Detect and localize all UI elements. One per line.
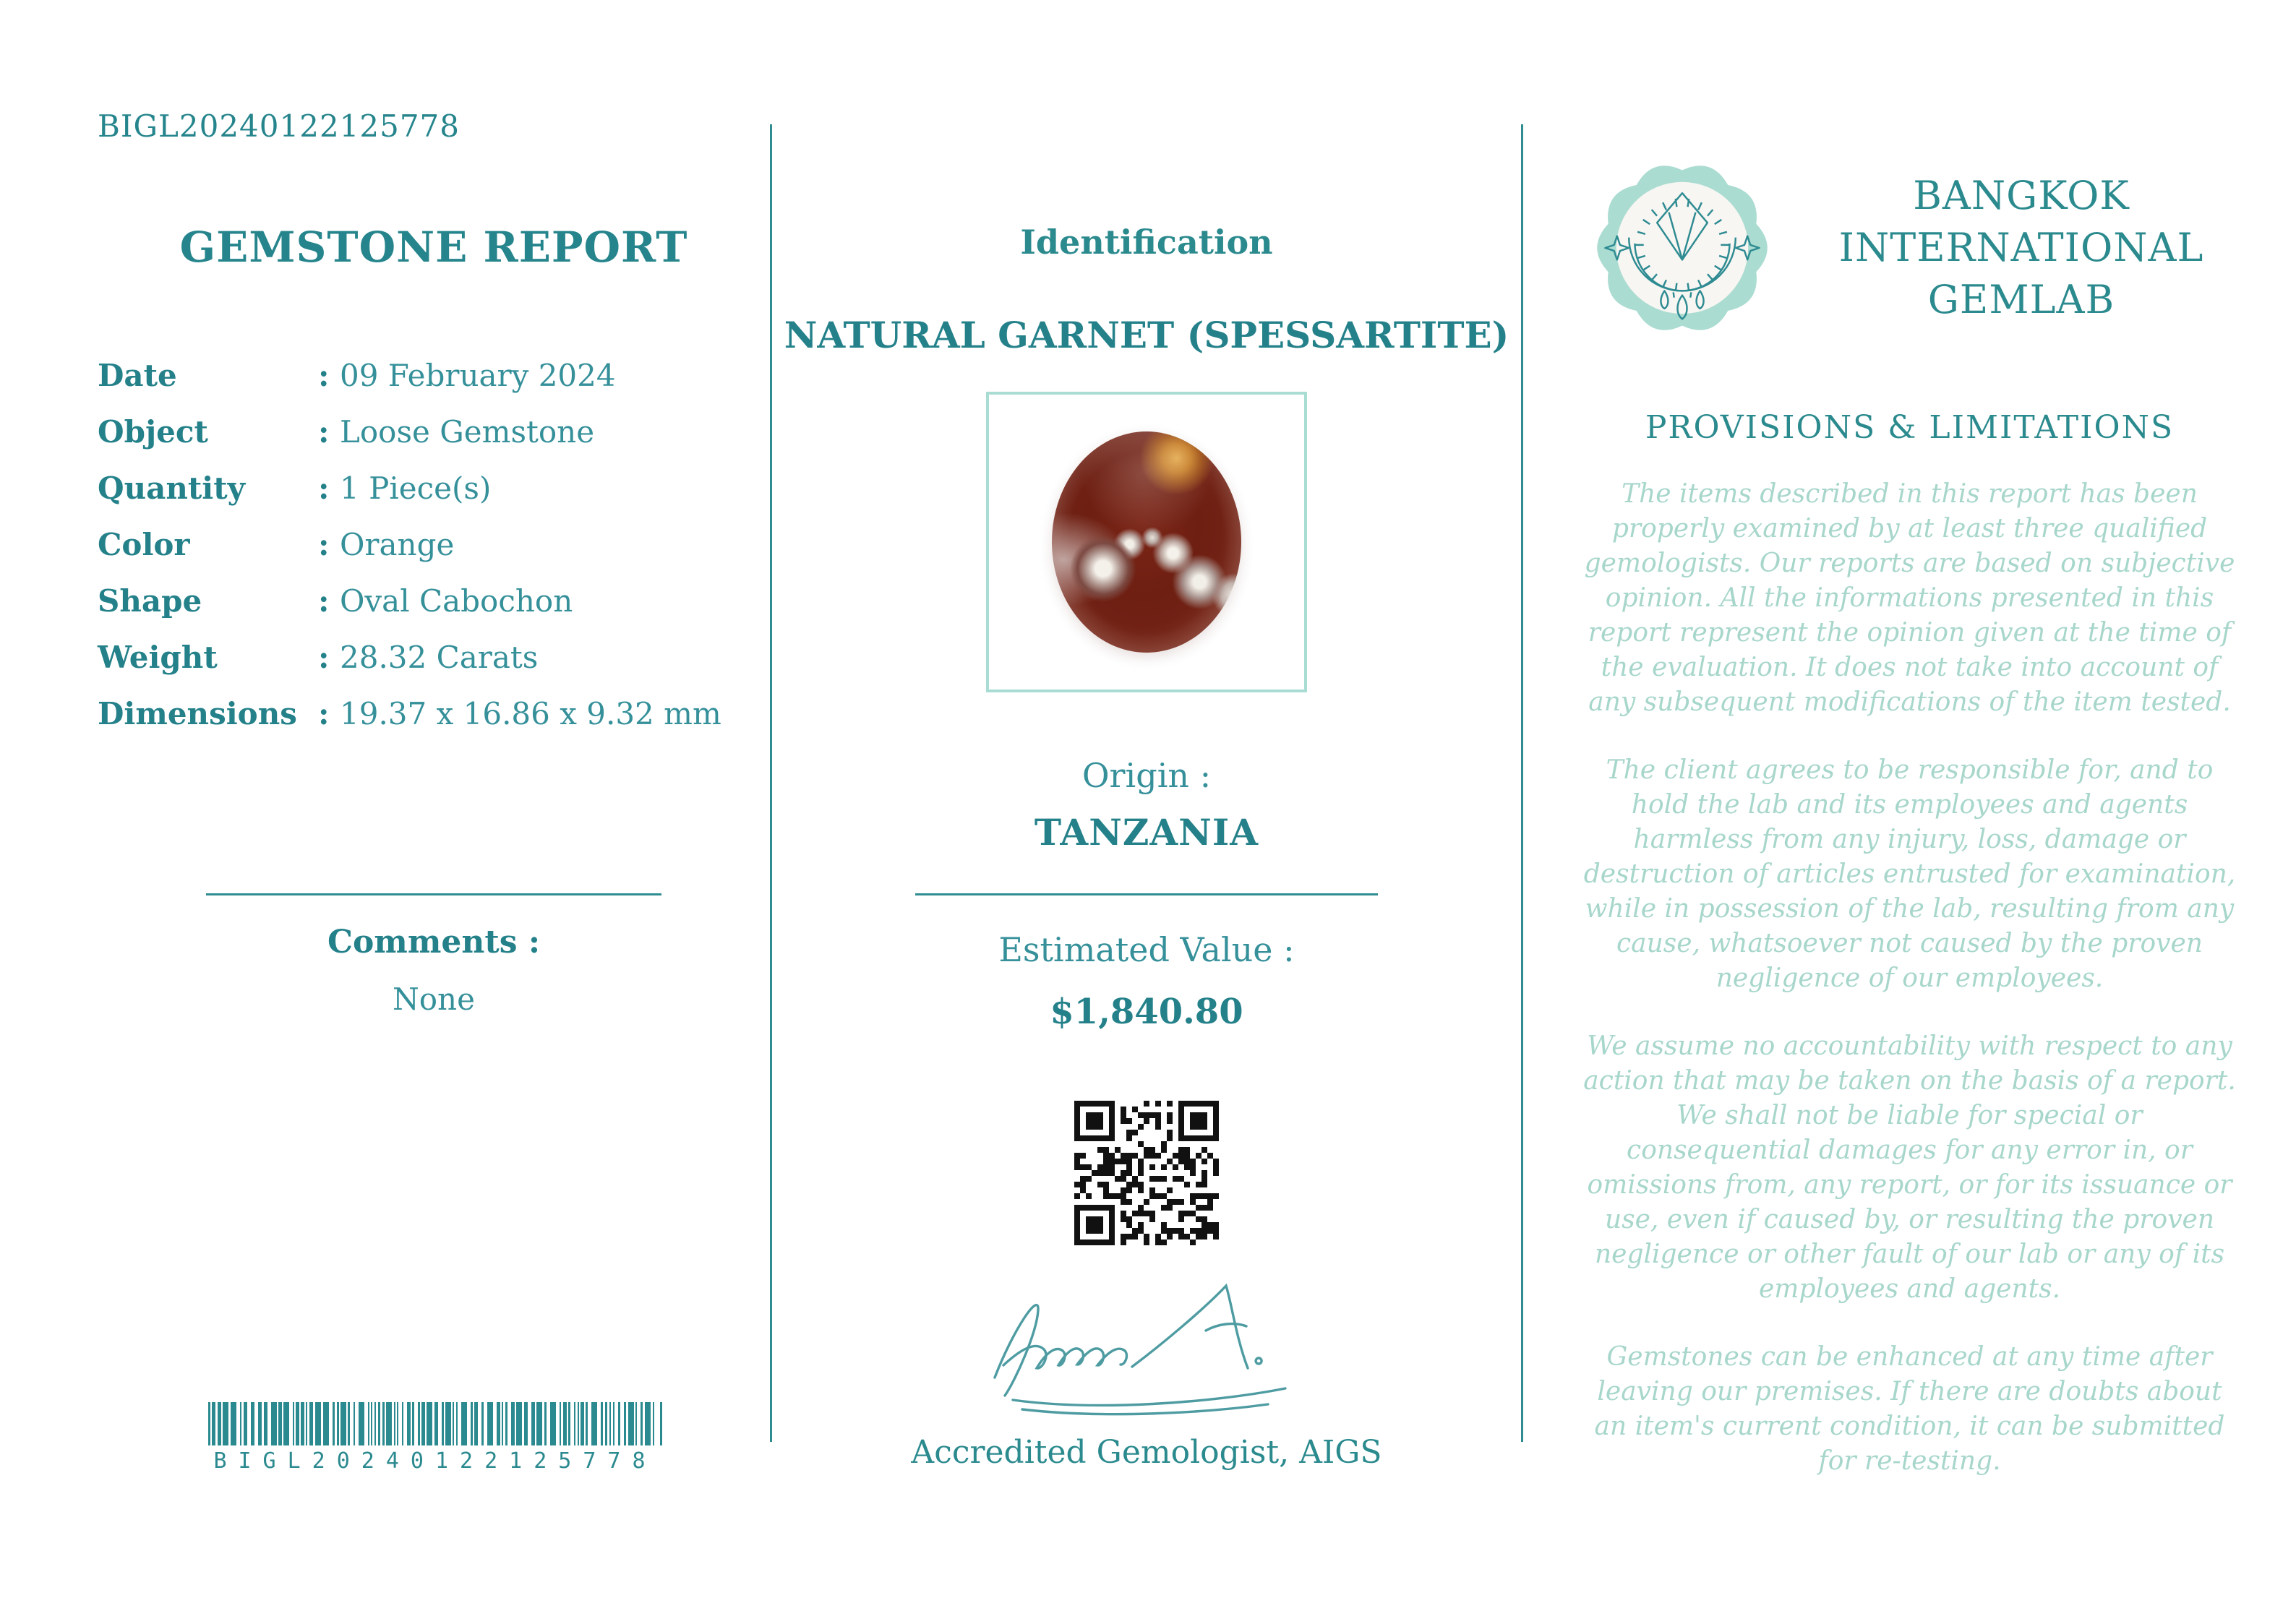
field-colon: : <box>318 695 330 731</box>
provisions-heading: PROVISIONS & LIMITATIONS <box>1645 409 2175 446</box>
value-divider <box>915 893 1378 895</box>
gem-photo <box>1052 431 1241 653</box>
estimated-value-label: Estimated Value : <box>998 930 1295 969</box>
field-value: 19.37 x 16.86 x 9.32 mm <box>340 695 721 731</box>
field-colon: : <box>318 639 330 675</box>
field-label: Weight <box>98 639 218 675</box>
report-details-column <box>0 0 770 1624</box>
lab-name-line: GEMLAB <box>1927 277 2115 322</box>
lab-column <box>1523 0 2296 1624</box>
barcode-bars <box>208 1402 662 1445</box>
estimated-value-amount: $1,840.80 <box>1050 992 1243 1032</box>
field-colon: : <box>318 583 330 619</box>
field-row-quantity <box>98 460 770 516</box>
identification-column <box>772 0 1521 1624</box>
field-value: Loose Gemstone <box>340 413 595 450</box>
field-row-date <box>98 347 770 403</box>
gemologist-signature <box>973 1258 1320 1425</box>
origin-label: Origin : <box>1081 756 1212 795</box>
provision-paragraph: Gemstones can be enhanced at any time after leaving our premises. If there are doubts about an item's current condition, it can be submitted for re-testing. <box>1594 1342 2225 1476</box>
lab-header <box>1592 158 2253 338</box>
lab-name-line: INTERNATIONAL <box>1838 225 2204 270</box>
field-value: 1 Piece(s) <box>340 470 492 506</box>
lab-logo-icon <box>1592 158 1773 338</box>
qr-code <box>1074 1101 1219 1245</box>
comments-label: Comments : <box>327 924 541 961</box>
gem-photo-frame <box>986 392 1307 692</box>
field-row-dimensions <box>98 685 770 742</box>
field-label: Color <box>98 526 190 562</box>
lab-name <box>1790 170 2253 326</box>
comments-divider <box>206 893 661 895</box>
field-value: Orange <box>340 526 455 562</box>
field-colon: : <box>318 470 330 506</box>
field-value: 09 February 2024 <box>340 357 616 393</box>
field-label: Quantity <box>98 470 246 506</box>
field-label: Dimensions <box>98 695 297 731</box>
lab-name-line: BANGKOK <box>1913 173 2130 218</box>
field-colon: : <box>318 526 330 562</box>
signatory-title: Accredited Gemologist, AIGS <box>911 1434 1382 1471</box>
provisions-section <box>1581 409 2239 1479</box>
field-label: Object <box>98 413 208 450</box>
provision-paragraph: The client agrees to be responsible for, and to hold the lab and its employees and agents harmless from any injury, loss, damage or destruction of articles entrusted for examination, while in possession of the lab, resulting from any cause, whatsoever not caused by the proven negligence of our employees. <box>1583 755 2236 993</box>
field-value: 28.32 Carats <box>340 639 539 675</box>
barcode <box>208 1402 662 1474</box>
field-row-weight <box>98 629 770 685</box>
field-value: Oval Cabochon <box>340 583 573 619</box>
gem-name: NATURAL GARNET (SPESSARTITE) <box>784 314 1509 356</box>
provision-paragraph: We assume no accountability with respect to any action that may be taken on the basis of a report. We shall not be liable for special or consequential damages for any error in, or omissions from, any report, or for its issuance or use, even if caused by, or resulting the proven negligence or other fault of our lab or any of its employees and agents. <box>1583 1031 2236 1304</box>
field-colon: : <box>318 413 330 450</box>
field-colon: : <box>318 357 330 393</box>
field-label: Date <box>98 357 177 393</box>
origin-value: TANZANIA <box>1034 811 1259 854</box>
report-number: BIGL20240122125778 <box>98 108 460 144</box>
barcode-text: BIGL20240122125778 <box>213 1448 657 1474</box>
provision-paragraph: The items described in this report has been properly examined by at least three qualified gemologists. Our reports are based on subjective opinion. All the informations presented in this report represent the opinion given at the time of the evaluation. It does not take into account of any subsequent modifications of the item tested. <box>1584 479 2235 717</box>
comments-value: None <box>393 981 475 1017</box>
field-row-color <box>98 516 770 572</box>
field-label: Shape <box>98 583 202 619</box>
identification-heading: Identification <box>1020 223 1273 262</box>
field-row-shape <box>98 572 770 629</box>
field-row-object <box>98 403 770 460</box>
report-fields-table <box>98 347 770 742</box>
report-title: GEMSTONE REPORT <box>179 223 688 272</box>
